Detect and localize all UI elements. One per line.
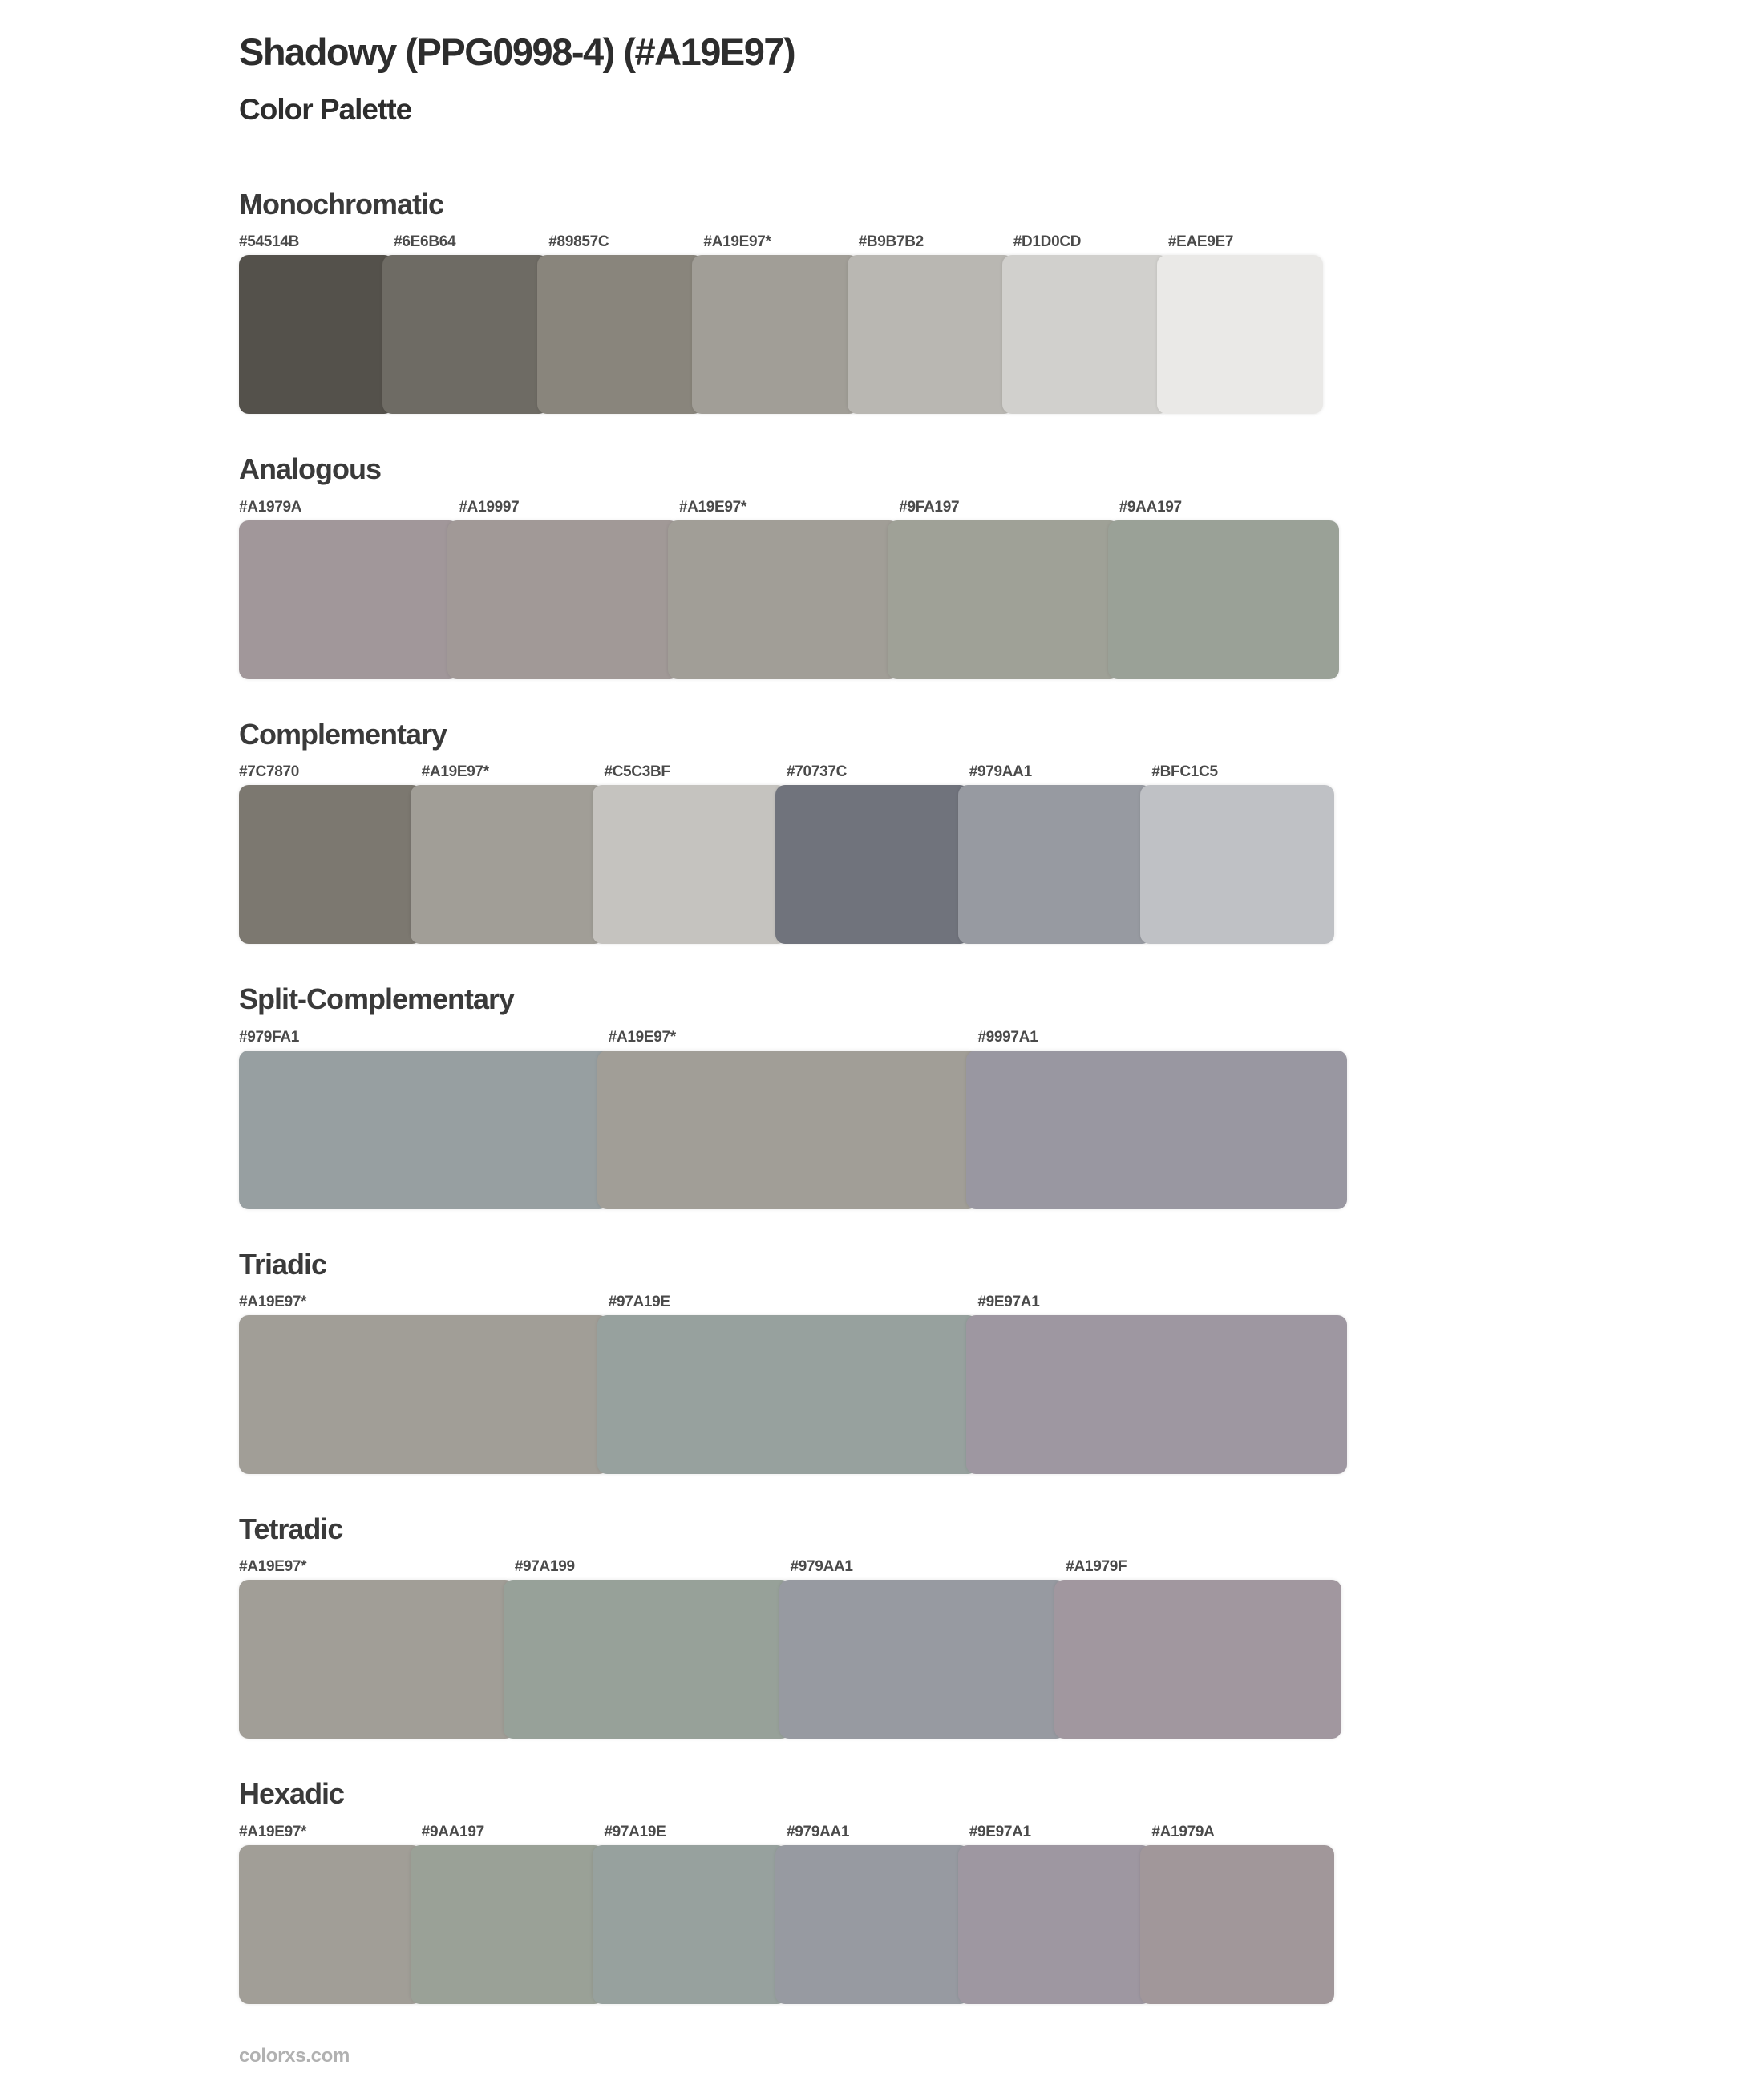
page-subtitle: Color Palette [239, 93, 412, 127]
color-swatch[interactable] [239, 1315, 609, 1474]
color-swatch[interactable] [1140, 785, 1334, 944]
color-swatch[interactable] [239, 785, 422, 944]
swatch-hex-label: #A19E97* [239, 1293, 307, 1310]
color-swatch[interactable] [966, 1051, 1347, 1209]
swatch-row [239, 499, 1339, 679]
swatch-column [422, 1824, 605, 2004]
palette-section [239, 982, 1442, 1208]
swatch-hex-label: #A1979A [1151, 1823, 1215, 1840]
color-swatch[interactable] [966, 1315, 1347, 1474]
swatch-hex-label: #97A19E [608, 1293, 670, 1310]
color-swatch[interactable] [1108, 520, 1339, 679]
palette-section [239, 1248, 1442, 1474]
swatch-column [515, 1558, 791, 1739]
swatch-hex-label: #979AA1 [787, 1823, 850, 1840]
swatch-hex-label: #A19997 [459, 498, 520, 516]
swatch-column [1066, 1558, 1341, 1739]
swatch-column [977, 1029, 1347, 1209]
swatch-hex-label: #A19E97* [608, 1028, 676, 1046]
color-swatch[interactable] [447, 520, 678, 679]
swatch-hex-label: #9FA197 [899, 498, 960, 516]
swatch-column [609, 1294, 978, 1474]
color-swatch[interactable] [239, 1845, 422, 2004]
swatch-hex-label: #97A199 [514, 1558, 575, 1576]
swatch-column [1151, 763, 1334, 944]
color-swatch[interactable] [411, 785, 605, 944]
swatch-column [604, 763, 787, 944]
section-heading: Complementary [239, 717, 447, 751]
swatch-hex-label: #97A19E [604, 1823, 666, 1840]
swatch-column [679, 499, 899, 679]
swatch-column [422, 763, 605, 944]
swatch-column [239, 1294, 609, 1474]
swatch-hex-label: #979AA1 [790, 1558, 853, 1576]
swatch-column [1151, 1824, 1334, 2004]
color-swatch[interactable] [958, 1845, 1152, 2004]
swatch-hex-label: #A1979A [239, 498, 302, 516]
swatch-hex-label: #A19E97* [239, 1823, 307, 1840]
swatch-hex-label: #A19E97* [703, 233, 771, 251]
section-heading: Hexadic [239, 1777, 345, 1811]
swatch-column [977, 1294, 1347, 1474]
swatch-column [548, 233, 703, 414]
swatch-hex-label: #9AA197 [421, 1823, 484, 1840]
color-swatch[interactable] [668, 520, 899, 679]
swatch-column [239, 1824, 422, 2004]
swatch-column [604, 1824, 787, 2004]
swatch-hex-label: #C5C3BF [604, 763, 670, 781]
color-swatch[interactable] [382, 255, 548, 414]
swatch-row [239, 233, 1323, 414]
swatch-row [239, 763, 1334, 944]
swatch-hex-label: #9997A1 [977, 1028, 1038, 1046]
swatch-column [239, 1029, 609, 1209]
section-heading: Split-Complementary [239, 982, 515, 1016]
swatch-column [1168, 233, 1323, 414]
color-swatch[interactable] [1140, 1845, 1334, 2004]
color-swatch[interactable] [779, 1580, 1066, 1739]
swatch-column [394, 233, 548, 414]
swatch-hex-label: #979AA1 [969, 763, 1032, 781]
swatch-column [787, 1824, 969, 2004]
swatch-hex-label: #A19E97* [239, 1558, 307, 1576]
color-swatch[interactable] [1054, 1580, 1341, 1739]
swatch-hex-label: #54514B [239, 233, 300, 251]
swatch-hex-label: #9E97A1 [969, 1823, 1031, 1840]
section-heading: Monochromatic [239, 188, 444, 221]
color-swatch[interactable] [1157, 255, 1323, 414]
swatch-column [787, 763, 969, 944]
swatch-hex-label: #9E97A1 [977, 1293, 1040, 1310]
palette-section [239, 1512, 1442, 1739]
swatch-column [969, 763, 1152, 944]
swatch-column [239, 233, 394, 414]
color-swatch[interactable] [848, 255, 1013, 414]
swatch-hex-label: #89857C [548, 233, 609, 251]
color-swatch[interactable] [597, 1051, 978, 1209]
swatch-hex-label: #BFC1C5 [1151, 763, 1218, 781]
palette-section [239, 718, 1442, 944]
swatch-column [899, 499, 1119, 679]
color-swatch[interactable] [537, 255, 703, 414]
palette-section [239, 188, 1442, 414]
color-swatch[interactable] [239, 255, 394, 414]
color-swatch[interactable] [1002, 255, 1168, 414]
swatch-column [459, 499, 678, 679]
swatch-column [239, 763, 422, 944]
swatch-column [703, 233, 858, 414]
color-swatch[interactable] [692, 255, 858, 414]
swatch-row [239, 1824, 1334, 2004]
section-heading: Analogous [239, 452, 381, 486]
swatch-column [239, 1558, 515, 1739]
color-swatch[interactable] [958, 785, 1152, 944]
swatch-row [239, 1294, 1347, 1474]
section-heading: Triadic [239, 1247, 327, 1281]
swatch-hex-label: #EAE9E7 [1167, 233, 1234, 251]
color-swatch[interactable] [239, 1051, 609, 1209]
swatch-hex-label: #70737C [787, 763, 848, 781]
swatch-column [859, 233, 1013, 414]
swatch-row [239, 1029, 1347, 1209]
color-swatch[interactable] [888, 520, 1119, 679]
section-heading: Tetradic [239, 1512, 343, 1545]
color-swatch[interactable] [593, 785, 787, 944]
palette-sections [239, 188, 1442, 2004]
swatch-column [239, 499, 459, 679]
color-swatch[interactable] [775, 785, 969, 944]
color-swatch[interactable] [239, 1580, 515, 1739]
page-title: Shadowy (PPG0998-4) (#A19E97) [239, 30, 795, 73]
color-swatch[interactable] [597, 1315, 978, 1474]
swatch-hex-label: #979FA1 [239, 1028, 300, 1046]
swatch-hex-label: #A19E97* [421, 763, 489, 781]
swatch-hex-label: #A19E97* [678, 498, 747, 516]
swatch-column [1119, 499, 1339, 679]
swatch-hex-label: #A1979F [1066, 1558, 1127, 1576]
swatch-column [609, 1029, 978, 1209]
footer-site-link[interactable]: colorxs.com [239, 2045, 350, 2067]
swatch-hex-label: #9AA197 [1119, 498, 1182, 516]
swatch-hex-label: #D1D0CD [1013, 233, 1082, 251]
palette-section [239, 452, 1442, 678]
swatch-hex-label: #B9B7B2 [858, 233, 924, 251]
color-swatch[interactable] [239, 520, 459, 679]
swatch-column [969, 1824, 1152, 2004]
swatch-column [1013, 233, 1168, 414]
swatch-hex-label: #7C7870 [239, 763, 300, 781]
palette-section [239, 1777, 1442, 2003]
color-swatch[interactable] [504, 1580, 791, 1739]
swatch-hex-label: #6E6B64 [394, 233, 456, 251]
swatch-column [791, 1558, 1066, 1739]
color-swatch[interactable] [775, 1845, 969, 2004]
color-swatch[interactable] [593, 1845, 787, 2004]
swatch-row [239, 1558, 1341, 1739]
color-swatch[interactable] [411, 1845, 605, 2004]
